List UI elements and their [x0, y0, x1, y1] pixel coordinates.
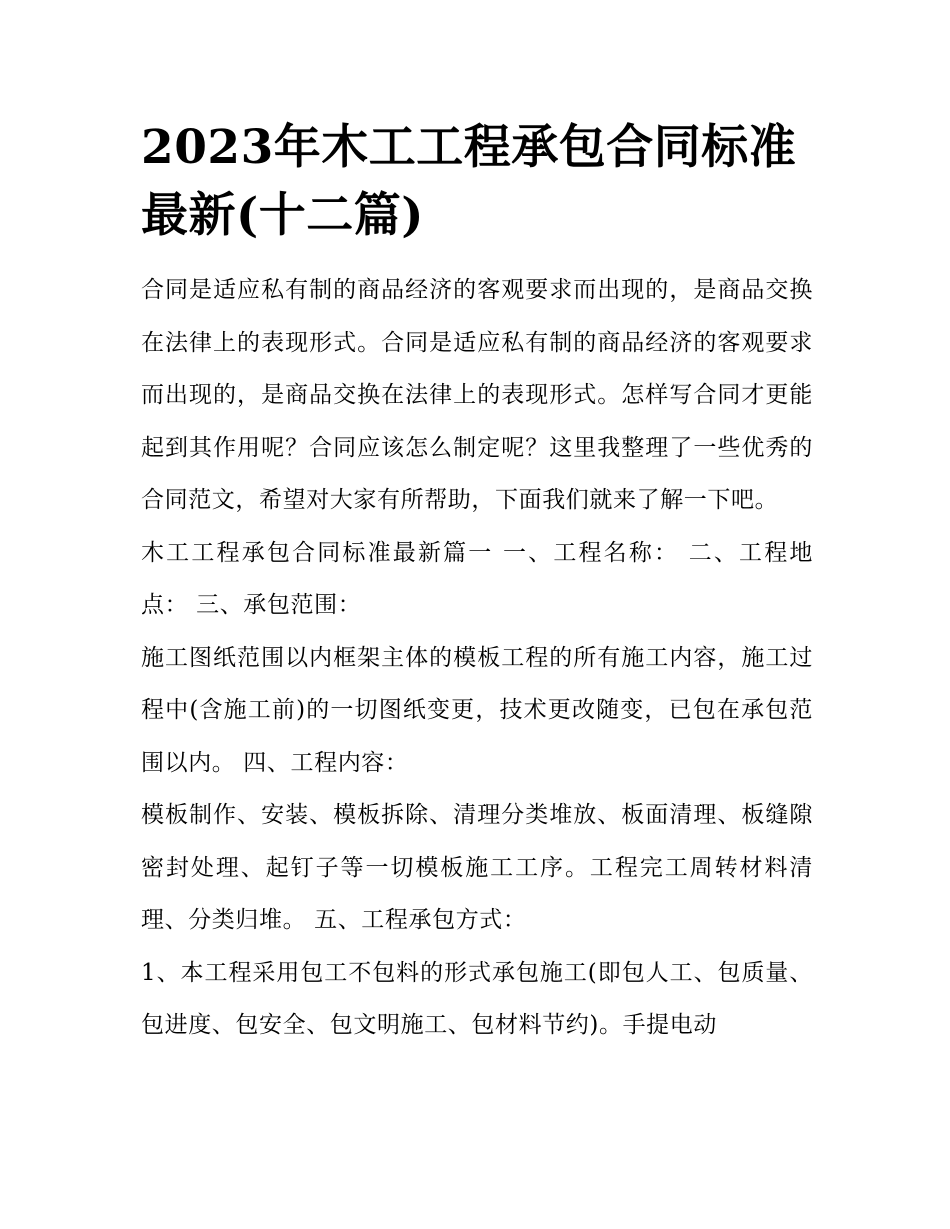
document-page	[141, 114, 813, 1052]
paragraph-work-content: 模板制作、安装、模板拆除、清理分类堆放、板面清理、板缝隙密封处理、起钉子等一切模板施工工序。工程完工周转材料清理、分类归堆。 五、工程承包方式：	[141, 802, 813, 933]
paragraph-section-1-heading: 木工工程承包合同标准最新篇一 一、工程名称： 二、工程地点： 三、承包范围：	[141, 539, 813, 618]
paragraph-contract-method: 1、本工程采用包工不包料的形式承包施工(即包人工、包质量、包进度、包安全、包文明施工、包材料节约)。手提电动	[141, 959, 813, 1038]
paragraph-intro: 合同是适应私有制的商品经济的客观要求而出现的，是商品交换在法律上的表现形式。合同是适应私有制的商品经济的客观要求而出现的，是商品交换在法律上的表现形式。怎样写合同才更能起到其作用呢？合同应该怎么制定呢？这里我整理了一些优秀的合同范文，希望对大家有所帮助，下面我们就来了解一下吧。	[141, 277, 813, 513]
document-title: 2023年木工工程承包合同标准最新(十二篇)	[141, 120, 797, 243]
paragraph-scope: 施工图纸范围以内框架主体的模板工程的所有施工内容，施工过程中(含施工前)的一切图纸变更，技术更改随变，已包在承包范围以内。 四、工程内容：	[141, 644, 813, 776]
